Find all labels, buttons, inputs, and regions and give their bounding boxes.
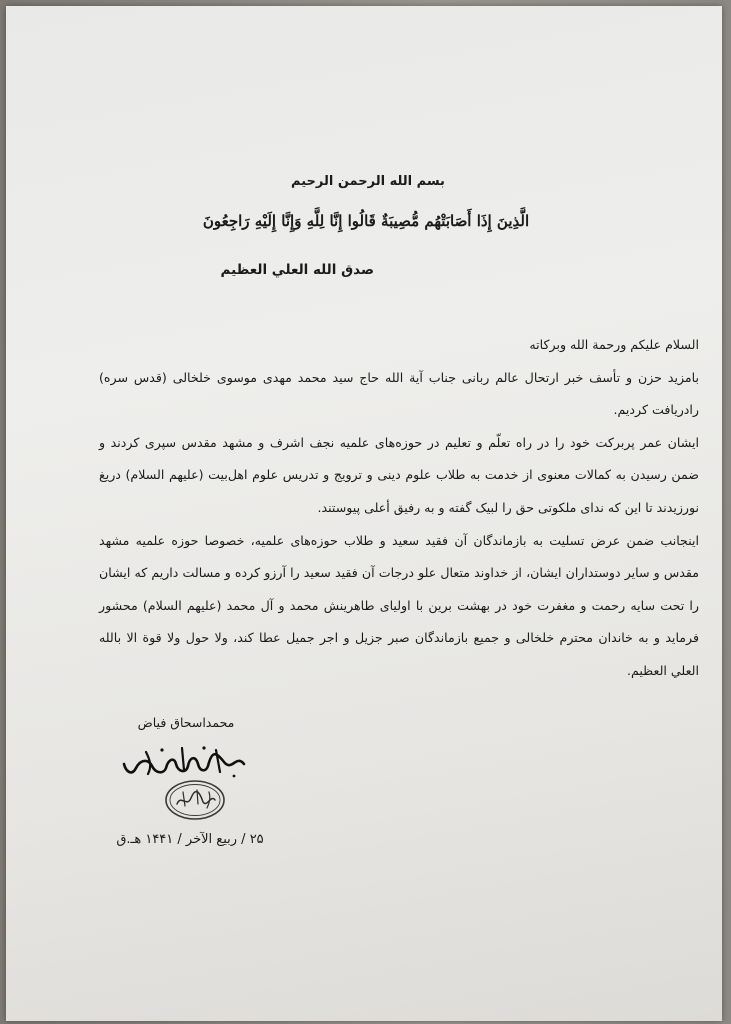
greeting-line: السلام عليكم ورحمة الله وبركاته xyxy=(529,337,699,352)
body-paragraph-3: اینجانب ضمن عرض تسلیت به بازماندگان آن فقید سعید و طلاب حوزه‌های علمیه، خصوصا حوزه علمیه مشهد مقدس و سایر دوستداران ایشان، از خداوند متعال علو درجات آن فقید سعید را آرزو کرده و مسالت داریم که ایشان را تحت سایه رحمت و مغفرت خود در بهشت برین با اولیای طاهرینش محمد و آل محمد (علیهم السلام) محشور فرماید و به خاندان محترم خلخالی و جمیع بازماندگان صبر جزیل و اجر جمیل عطا کند، ولا حول ولا قوة الا بالله العلي العظيم. xyxy=(99,532,699,678)
sadaq-line: صدق الله العلي العظيم xyxy=(220,262,374,278)
bismillah-heading: بسم الله الرحمن الرحيم xyxy=(291,174,445,189)
date-line: ۲۵ / ربیع الآخر / ۱۴۴۱ هـ.ق xyxy=(116,832,264,847)
official-seal xyxy=(163,778,227,822)
letter-body xyxy=(99,329,699,688)
body-paragraph-1: بامزید حزن و تأسف خبر ارتحال عالم ربانی جناب آیة الله حاج سید محمد مهدی موسوی خلخالی (قدس سره) رادریافت کردیم. xyxy=(99,369,699,418)
letter-page xyxy=(6,6,722,1021)
handwritten-signature xyxy=(116,742,256,782)
quran-verse: الَّذِينَ إِذَا أَصَابَتْهُم مُّصِيبَةٌ قَالُوا إِنَّا لِلَّهِ وَإِنَّا إِلَيْهِ رَاجِعُونَ xyxy=(202,212,530,230)
signer-name: محمداسحاق فیاض xyxy=(137,715,235,730)
body-paragraph-2: ایشان عمر پربرکت خود را در راه تعلّم و تعلیم در حوزه‌های علمیه نجف اشرف و مشهد مقدس سپری کردند و ضمن رسیدن به کمالات معنوی از خدمت به طلاب علوم دینی و ترویج و تدریس علوم اهل‌بیت (علیهم السلام) دریغ نورزیدند تا این که ندای ملکوتی حق را لبیک گفته و به رفیق أعلی پیوستند. xyxy=(99,434,699,515)
